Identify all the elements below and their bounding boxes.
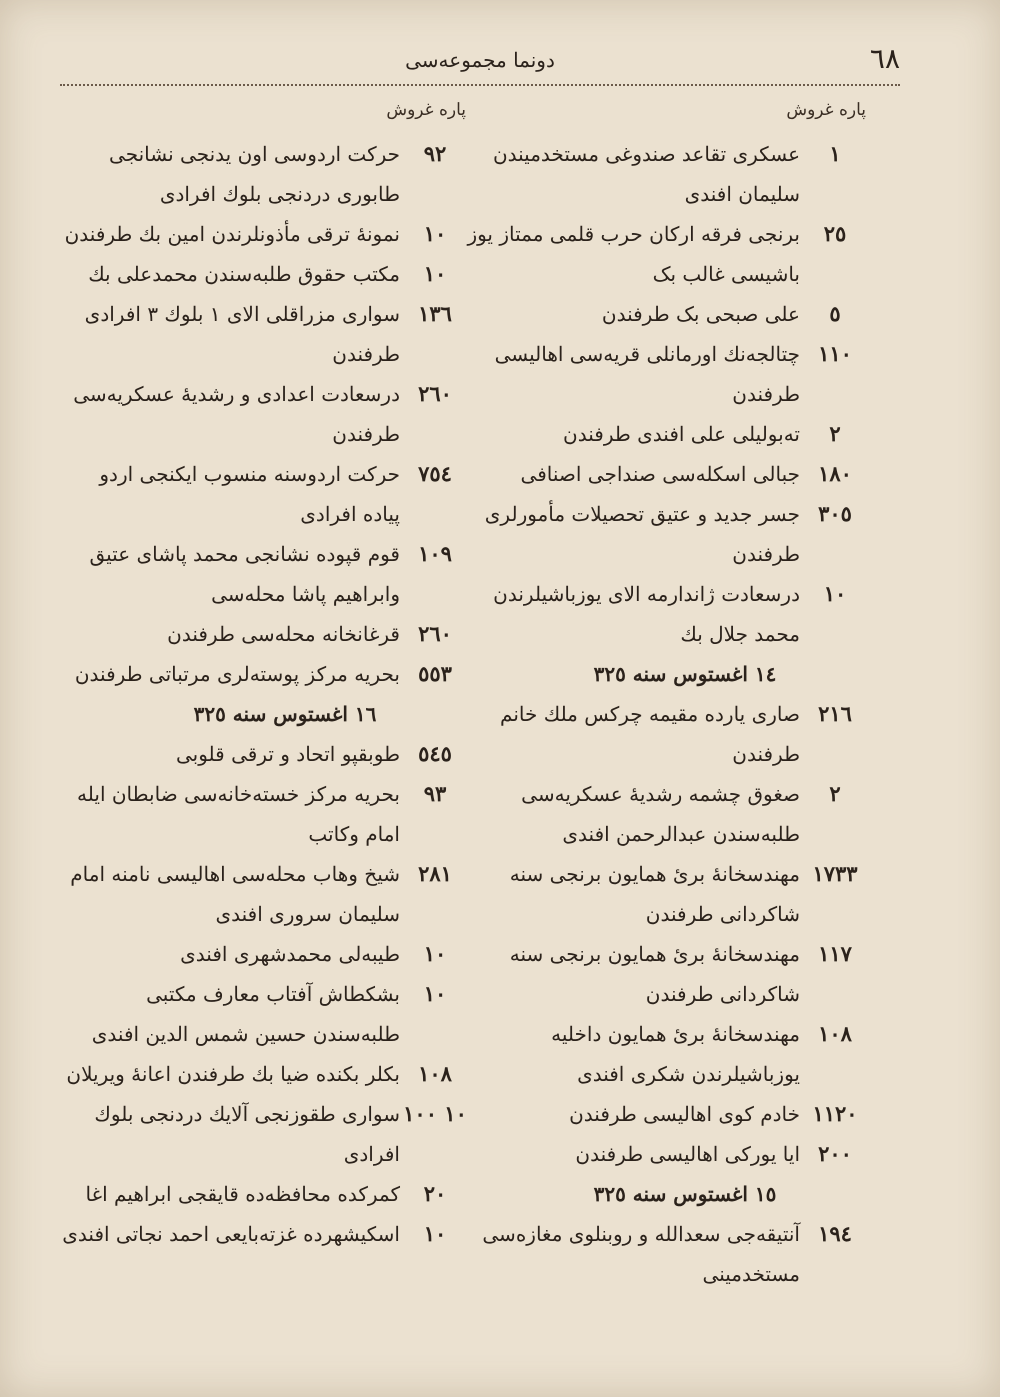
donor-text: جسر جدید و عتیق تحصیلات مأمورلری طرفندن xyxy=(484,502,800,566)
donor-text: جبالی اسکله‌سی صنداجی اصنافی xyxy=(520,462,800,486)
list-item xyxy=(60,454,470,534)
list-item xyxy=(60,774,470,854)
list-item xyxy=(60,134,470,214)
donor-text: عسکری تقاعد صندوغی مستخدمیندن سلیمان افندی xyxy=(492,142,800,206)
list-item xyxy=(460,294,870,334)
amount: ١٠ xyxy=(423,981,447,1006)
amount: ٢ xyxy=(829,421,841,446)
amount: ١٠٩ xyxy=(418,541,452,566)
column-heading: پاره غروش xyxy=(386,100,466,120)
list-item xyxy=(460,1134,870,1174)
column-heading: پاره غروش xyxy=(786,100,866,120)
donor-text: مهندسخانهٔ بریٔ همایون داخلیه یوزباشیلرندن شکری افندی xyxy=(551,1022,800,1086)
amount: ٥٥٣ xyxy=(418,661,452,686)
donor-text: بحریه مرکز پوسته‌لری مرتباتی طرفندن xyxy=(74,662,400,686)
list-item xyxy=(60,934,470,974)
amount: ٢ xyxy=(829,781,841,806)
list-item xyxy=(460,694,870,774)
donor-text: سواری طقوزنجی آلایك دردنجی بلوك افرادی xyxy=(94,1102,400,1166)
donor-text: صغوق چشمه رشدیهٔ عسکریه‌سی طلبه‌سندن عبدالرحمن افندی xyxy=(521,782,800,846)
donor-text: قوم قپوده نشانجی محمد پاشای عتیق وابراهیم پاشا محله‌سی xyxy=(89,542,400,606)
donor-text: حرکت اردوسی اون یدنجی نشانجی طابوری دردنجی بلوك افرادی xyxy=(109,142,400,206)
list-item xyxy=(460,214,870,294)
donor-text: بحریه مرکز خسته‌خانه‌سی ضابطان ایله امام وکاتب xyxy=(77,782,400,846)
donor-text: بشکطاش آفتاب معارف مکتبی طلبه‌سندن حسین شمس الدین افندی xyxy=(91,982,400,1046)
date-line: ١٥ اغستوس سنه ٣٢٥ xyxy=(593,1182,777,1206)
donor-text: نمونهٔ ترقی مأذونلرندن امین بك طرفندن xyxy=(64,222,400,246)
right-column xyxy=(460,100,870,1294)
amount: ٣٠٥ xyxy=(818,501,852,526)
amount: ٩٢ xyxy=(423,141,447,166)
page-header xyxy=(60,42,900,82)
donor-text: شیخ وهاب محله‌سی اهالیسی نامنه امام سلیمان سروری افندی xyxy=(70,862,400,926)
header-rule xyxy=(60,84,900,86)
list-item xyxy=(460,1094,870,1134)
amount: ٢٨١ xyxy=(418,861,452,886)
list-item xyxy=(460,574,870,654)
donor-text: سواری مزراقلی الای ١ بلوك ٣ افرادی طرفندن xyxy=(84,302,400,366)
donor-text: خادم کوی اهالیسی طرفندن xyxy=(569,1102,800,1126)
donor-text: مهندسخانهٔ بریٔ همایون برنجی سنه شاکردانی طرفندن xyxy=(509,862,800,926)
page-number: ٦٨ xyxy=(869,42,900,75)
list-item xyxy=(60,654,470,694)
list-item xyxy=(460,334,870,414)
list-item xyxy=(60,214,470,254)
amount: ٢١٦ xyxy=(818,701,852,726)
amount: ٢٠ xyxy=(423,1181,447,1206)
amount: ١١٧ xyxy=(818,941,852,966)
list-item xyxy=(460,134,870,214)
donor-text: طیبه‌لی محمدشهری افندی xyxy=(180,942,400,966)
amount: ٩٣ xyxy=(423,781,447,806)
amount: ١٠٨ xyxy=(418,1061,452,1086)
list-item xyxy=(60,254,470,294)
donor-text: بکلر بکنده ضیا بك طرفندن اعانهٔ ویریلان xyxy=(66,1062,400,1086)
donor-text: برنجی فرقه ارکان حرب قلمی ممتاز یوز باشیسی غالب بک xyxy=(467,222,800,286)
donor-text: کمرکده محافظه‌ده قایقجی ابراهیم اغا xyxy=(85,1182,400,1206)
donor-text: اسکیشهرده غزته‌بایعی احمد نجاتی افندی xyxy=(62,1222,400,1246)
amount: ١١٠ xyxy=(818,341,852,366)
amount: ١٠٨ xyxy=(818,1021,852,1046)
donor-text: مکتب حقوق طلبه‌سندن محمدعلی بك xyxy=(88,262,400,286)
list-item xyxy=(60,1054,470,1094)
amount: ١٠ xyxy=(423,1221,447,1246)
running-title: دونما مجموعه‌سی xyxy=(405,48,555,72)
list-item xyxy=(460,454,870,494)
list-item xyxy=(60,854,470,934)
left-column xyxy=(60,100,470,1254)
list-item xyxy=(60,374,470,454)
date-line: ١٦ اغستوس سنه ٣٢٥ xyxy=(193,702,377,726)
amount: ٥٤٥ xyxy=(418,741,452,766)
donor-text: مهندسخانهٔ بریٔ همایون برنجی سنه شاکردانی طرفندن xyxy=(509,942,800,1006)
donor-text: درسعادت ژاندارمه الای یوزباشیلرندن محمد جلال بك xyxy=(493,582,800,646)
list-item xyxy=(460,1214,870,1294)
amount: ٢٠٠ xyxy=(818,1141,852,1166)
amount: ١٩٤ xyxy=(818,1221,852,1246)
list-item xyxy=(60,1174,470,1214)
list-item xyxy=(60,294,470,374)
amount: ١ xyxy=(829,141,841,166)
amount: ٢٥ xyxy=(823,221,847,246)
list-item xyxy=(460,494,870,574)
date-line: ١٤ اغستوس سنه ٣٢٥ xyxy=(593,662,777,686)
donor-text: علی صبحی بک طرفندن xyxy=(601,302,800,326)
amount: ١٠ ١٠٠ xyxy=(403,1101,467,1126)
amount: ١٧٣٣ xyxy=(812,861,858,886)
donor-text: آنتیقه‌جی سعدالله و روبنلوی مغازه‌سی مستخدمینی xyxy=(482,1222,800,1286)
list-item xyxy=(460,854,870,934)
list-item xyxy=(460,934,870,1014)
donor-text: قرغانخانه محله‌سی طرفندن xyxy=(167,622,400,646)
list-item xyxy=(60,974,470,1054)
list-item xyxy=(460,774,870,854)
amount: ١٠ xyxy=(423,221,447,246)
donor-text: طوبقپو اتحاد و ترقی قلوبی xyxy=(175,742,400,766)
donor-text: ایا یورکی اهالیسی طرفندن xyxy=(575,1142,800,1166)
list-item xyxy=(60,534,470,614)
amount: ١٨٠ xyxy=(818,461,852,486)
donor-text: حرکت اردوسنه منسوب ایکنجی اردو پیاده افرادی xyxy=(99,462,400,526)
list-item xyxy=(60,1214,470,1254)
donor-text: ته‌بولیلی علی افندی طرفندن xyxy=(563,422,800,446)
amount: ١٣٦ xyxy=(418,301,452,326)
amount: ١٠ xyxy=(423,261,447,286)
donor-text: چتالجه‌نك اورمانلی قریه‌سی اهالیسی طرفندن xyxy=(494,342,800,406)
list-item xyxy=(460,1014,870,1094)
donor-text: درسعادت اعدادی و رشدیهٔ عسکریه‌سی طرفندن xyxy=(73,382,400,446)
list-item xyxy=(60,614,470,654)
list-item xyxy=(460,414,870,454)
amount: ١١٢٠ xyxy=(812,1101,858,1126)
amount: ٥ xyxy=(829,301,841,326)
amount: ٢٦٠ xyxy=(418,621,452,646)
amount: ٧٥٤ xyxy=(418,461,452,486)
donor-text: صاری یارده مقیمه چرکس ملك خانم طرفندن xyxy=(500,702,800,766)
amount: ١٠ xyxy=(823,581,847,606)
amount: ١٠ xyxy=(423,941,447,966)
list-item xyxy=(60,734,470,774)
amount: ٢٦٠ xyxy=(418,381,452,406)
list-item xyxy=(60,1094,470,1174)
